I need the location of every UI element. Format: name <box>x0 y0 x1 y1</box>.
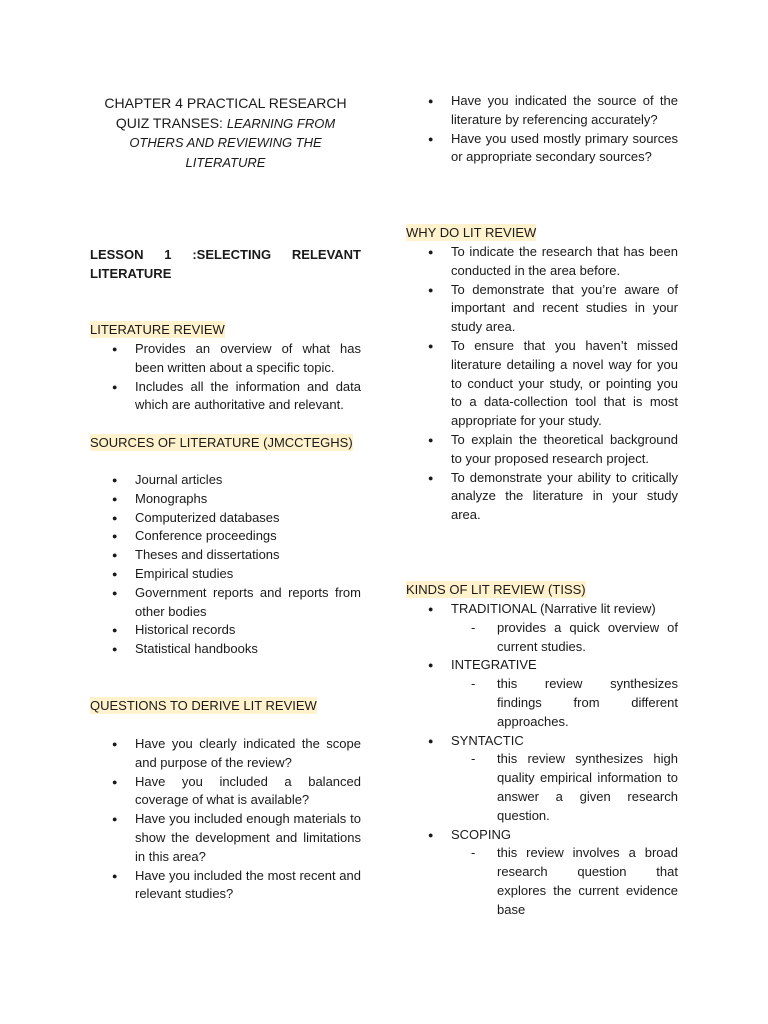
document-title <box>90 94 361 172</box>
list-item: ● Provides an overview of what has been written about a specific topic. <box>90 340 361 378</box>
why-heading-text: WHY DO LIT REVIEW <box>406 225 537 240</box>
list-item: ● To ensure that you haven’t missed literature detailing a novel way for you to conduct your study, or pointing you to a data-collection tool that is most appropriate for your study. <box>406 337 678 431</box>
kind-desc-list <box>451 750 678 825</box>
why-heading <box>406 224 536 243</box>
list-item <box>406 732 678 826</box>
list-item: ● Have you used mostly primary sources or appropriate secondary sources? <box>406 130 678 168</box>
list-item: ● Conference proceedings <box>90 527 361 546</box>
list-item: ● Historical records <box>90 621 361 640</box>
list-item: ● Have you included a balanced coverage of what is available? <box>90 773 361 811</box>
title-plain: QUIZ TRANSES: <box>115 114 227 131</box>
list-item: ● To demonstrate your ability to critically analyze the literature in your study area. <box>406 469 678 525</box>
why-list <box>406 243 678 525</box>
kinds-heading-text: KINDS OF LIT REVIEW (TISS) <box>406 582 586 597</box>
literature-review-heading-text: LITERATURE REVIEW <box>90 322 225 337</box>
list-item: ● To explain the theoretical background to your proposed research project. <box>406 431 678 469</box>
list-item <box>406 826 678 920</box>
lesson-heading: LESSON 1 :SELECTING RELEVANT LITERATURE <box>90 247 361 281</box>
literature-review-list <box>90 340 361 415</box>
questions-continued-list <box>406 92 678 167</box>
list-item: ● Have you indicated the source of the literature by referencing accurately? <box>406 92 678 130</box>
list-item: ● Includes all the information and data which are authoritative and relevant. <box>90 378 361 416</box>
questions-heading <box>90 697 317 716</box>
sources-heading <box>90 434 361 453</box>
title-line-1: CHAPTER 4 PRACTICAL RESEARCH <box>104 95 347 111</box>
list-item: ● Empirical studies <box>90 565 361 584</box>
title-italic: LEARNING FROM OTHERS AND REVIEWING THE LITERATURE <box>129 115 336 170</box>
kind-desc: - this review synthesizes findings from different approaches. <box>451 675 678 731</box>
kind-desc: - provides a quick overview of current studies. <box>451 619 678 657</box>
kind-name: ● INTEGRATIVE <box>451 657 537 673</box>
kinds-list <box>406 600 678 920</box>
kinds-heading <box>406 581 586 600</box>
list-item: ● Government reports and reports from other bodies <box>90 584 361 622</box>
kind-name: ● SYNTACTIC <box>451 732 524 748</box>
sources-list <box>90 471 361 659</box>
title-line-2 <box>90 114 361 173</box>
questions-list <box>90 735 361 904</box>
kind-desc: - this review involves a broad research question that explores the current evidence base <box>451 844 678 919</box>
questions-heading-text: QUESTIONS TO DERIVE LIT REVIEW <box>90 698 317 713</box>
list-item: ● Statistical handbooks <box>90 640 361 659</box>
list-item <box>406 656 678 731</box>
kind-desc-list <box>451 675 678 731</box>
list-item: ● Have you included enough materials to show the development and limitations in this area? <box>90 810 361 866</box>
list-item <box>406 600 678 656</box>
kind-name: ● TRADITIONAL (Narrative lit review) <box>451 601 656 616</box>
kind-desc-list <box>451 844 678 919</box>
list-item: ● Journal articles <box>90 471 361 490</box>
sources-heading-text: SOURCES OF LITERATURE (JMCCTEGHS) <box>90 435 353 450</box>
kind-desc-list <box>451 619 678 657</box>
list-item: ● Have you clearly indicated the scope and purpose of the review? <box>90 735 361 773</box>
list-item: ● Computerized databases <box>90 509 361 528</box>
kind-desc: - this review synthesizes high quality empirical information to answer a given research question. <box>451 750 678 825</box>
literature-review-heading <box>90 321 225 340</box>
list-item: ● Monographs <box>90 490 361 509</box>
list-item: ● Have you included the most recent and relevant studies? <box>90 867 361 905</box>
list-item: ● To demonstrate that you’re aware of important and recent studies in your study area. <box>406 281 678 337</box>
list-item: ● To indicate the research that has been conducted in the area before. <box>406 243 678 281</box>
list-item: ● Theses and dissertations <box>90 546 361 565</box>
kind-name: ● SCOPING <box>451 826 511 842</box>
